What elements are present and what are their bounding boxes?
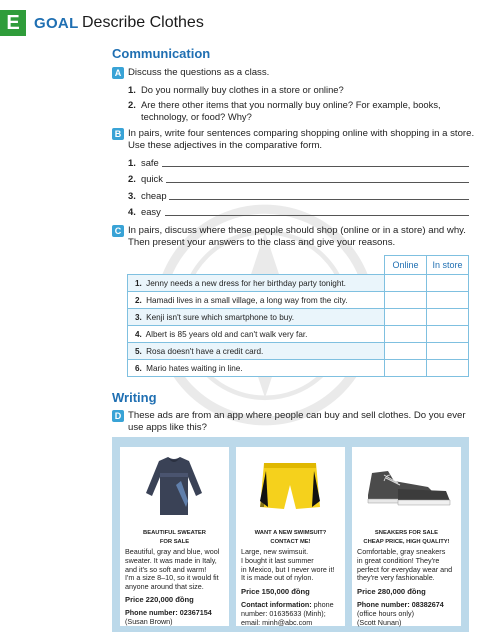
row-number: 1.	[135, 278, 142, 288]
ad-contact: Phone number: 02367154 (Susan Brown)	[125, 608, 212, 626]
online-checkbox-cell[interactable]	[385, 326, 427, 343]
prompt-b-line-2: Use these adjectives in the comparative form.	[128, 140, 323, 151]
item-number: 3.	[128, 190, 136, 201]
ad-heading-line-2: FOR SALE	[159, 538, 190, 545]
row-text: Jenny needs a new dress for her birthday party tonight.	[146, 278, 346, 288]
ad-description: Large, new swimsuit. I bought it last summer in Mexico, but I never wore it! It is made out of nylon.	[241, 547, 335, 583]
row-text: Rosa doesn't have a credit card.	[146, 346, 264, 356]
table-row	[128, 360, 469, 377]
item-number: 4.	[128, 206, 136, 217]
question-text: Do you normally buy clothes in a store or online?	[141, 84, 344, 95]
online-checkbox-cell[interactable]	[385, 309, 427, 326]
ad-card-sweater[interactable]	[120, 447, 229, 626]
online-checkbox-cell[interactable]	[385, 343, 427, 360]
ad-contact: Contact information: phone number: 01635633 (Minh); email: minh@abc.com	[241, 600, 334, 627]
prompt-d-line-2: use apps like this?	[128, 422, 207, 433]
prompt-c-line-2: Then present your answers to the class and give your reasons.	[128, 237, 396, 248]
ad-heading-line-1: WANT A NEW SWIMSUIT?	[254, 530, 327, 536]
row-number: 4.	[135, 329, 142, 339]
ad-heading-line-2: CHEAP PRICE, HIGH QUALITY!	[363, 538, 450, 545]
prompt-a: Discuss the questions as a class.	[128, 67, 270, 78]
in-store-checkbox-cell[interactable]	[427, 326, 469, 343]
column-header-in-store: In store	[427, 256, 469, 275]
answer-line[interactable]	[166, 182, 469, 183]
row-text: Hamadi lives in a small village, a long way from the city.	[146, 295, 348, 305]
page-header	[0, 0, 499, 44]
prompt-d-line-1: These ads are from an app where people can buy and sell clothes. Do you ever	[128, 410, 466, 421]
in-store-checkbox-cell[interactable]	[427, 292, 469, 309]
writing-title: Writing	[112, 390, 157, 405]
question-number: 1.	[128, 84, 136, 95]
ad-price: Price 150,000 đồng	[241, 587, 310, 596]
question-number: 2.	[128, 99, 136, 110]
row-number: 3.	[135, 312, 142, 322]
ad-heading	[123, 529, 226, 546]
in-store-checkbox-cell[interactable]	[427, 343, 469, 360]
ad-heading	[239, 529, 342, 546]
table-row	[128, 326, 469, 343]
in-store-checkbox-cell[interactable]	[427, 309, 469, 326]
column-header-online: Online	[385, 256, 427, 275]
swimsuit-image	[242, 451, 339, 521]
adjective-cheap: cheap	[141, 190, 167, 201]
answer-line[interactable]	[162, 166, 469, 167]
badge-d: D	[112, 410, 124, 422]
adjective-quick: quick	[141, 173, 163, 184]
ad-description: Comfortable, gray sneakers in great condition! They're perfect for everyday wear and they're very fashionable.	[357, 547, 453, 583]
shopping-choice-table	[127, 255, 469, 377]
adjective-easy: easy	[141, 206, 161, 217]
online-checkbox-cell[interactable]	[385, 292, 427, 309]
ads-panel	[112, 437, 469, 632]
row-number: 2.	[135, 295, 142, 305]
ad-price: Price 280,000 đồng	[357, 587, 426, 596]
answer-line[interactable]	[169, 199, 469, 200]
ad-heading-line-1: BEAUTIFUL SWEATER	[143, 530, 206, 536]
goal-description: Describe Clothes	[82, 14, 204, 31]
item-number: 2.	[128, 173, 136, 184]
ad-heading-line-2: CONTACT ME!	[270, 538, 311, 545]
sweater-image	[126, 451, 223, 521]
online-checkbox-cell[interactable]	[385, 275, 427, 292]
badge-b: B	[112, 128, 124, 140]
section-letter-tab: E	[0, 10, 26, 36]
table-row	[128, 309, 469, 326]
communication-title: Communication	[112, 46, 211, 61]
table-row	[128, 343, 469, 360]
row-text: Mario hates waiting in line.	[146, 363, 243, 373]
row-number: 5.	[135, 346, 142, 356]
sneakers-image	[358, 451, 455, 521]
answer-line[interactable]	[165, 215, 469, 216]
goal-label: GOAL	[34, 15, 79, 32]
in-store-checkbox-cell[interactable]	[427, 275, 469, 292]
badge-a: A	[112, 67, 124, 79]
ad-card-swimsuit[interactable]	[236, 447, 345, 626]
row-text: Albert is 85 years old and can't walk very far.	[145, 329, 308, 339]
badge-c: C	[112, 225, 124, 237]
ad-heading	[355, 529, 458, 546]
question-text-continued: technology, or food? Why?	[141, 111, 252, 122]
ad-card-sneakers[interactable]	[352, 447, 461, 626]
question-text: Are there other items that you normally buy online? For example, books,	[141, 99, 441, 110]
row-number: 6.	[135, 363, 142, 373]
prompt-b-line-1: In pairs, write four sentences comparing shopping online with shopping in a store.	[128, 128, 475, 139]
ad-contact: Phone number: 08382674 (office hours only) (Scott Nunan)	[357, 600, 444, 627]
prompt-c-line-1: In pairs, discuss where these people should shop (online or in a store) and why.	[128, 225, 466, 236]
ad-description: Beautiful, gray and blue, wool sweater. It was made in Italy, and it's so soft and warm! I'm a size 8–10, so it would fit anyone around that size.	[125, 547, 220, 592]
item-number: 1.	[128, 157, 136, 168]
table-row	[128, 292, 469, 309]
ad-heading-line-1: SNEAKERS FOR SALE	[374, 530, 439, 536]
online-checkbox-cell[interactable]	[385, 360, 427, 377]
adjective-safe: safe	[141, 157, 159, 168]
ad-price: Price 220,000 đồng	[125, 595, 194, 604]
row-text: Kenji isn't sure which smartphone to buy.	[146, 312, 295, 322]
in-store-checkbox-cell[interactable]	[427, 360, 469, 377]
table-row	[128, 275, 469, 292]
